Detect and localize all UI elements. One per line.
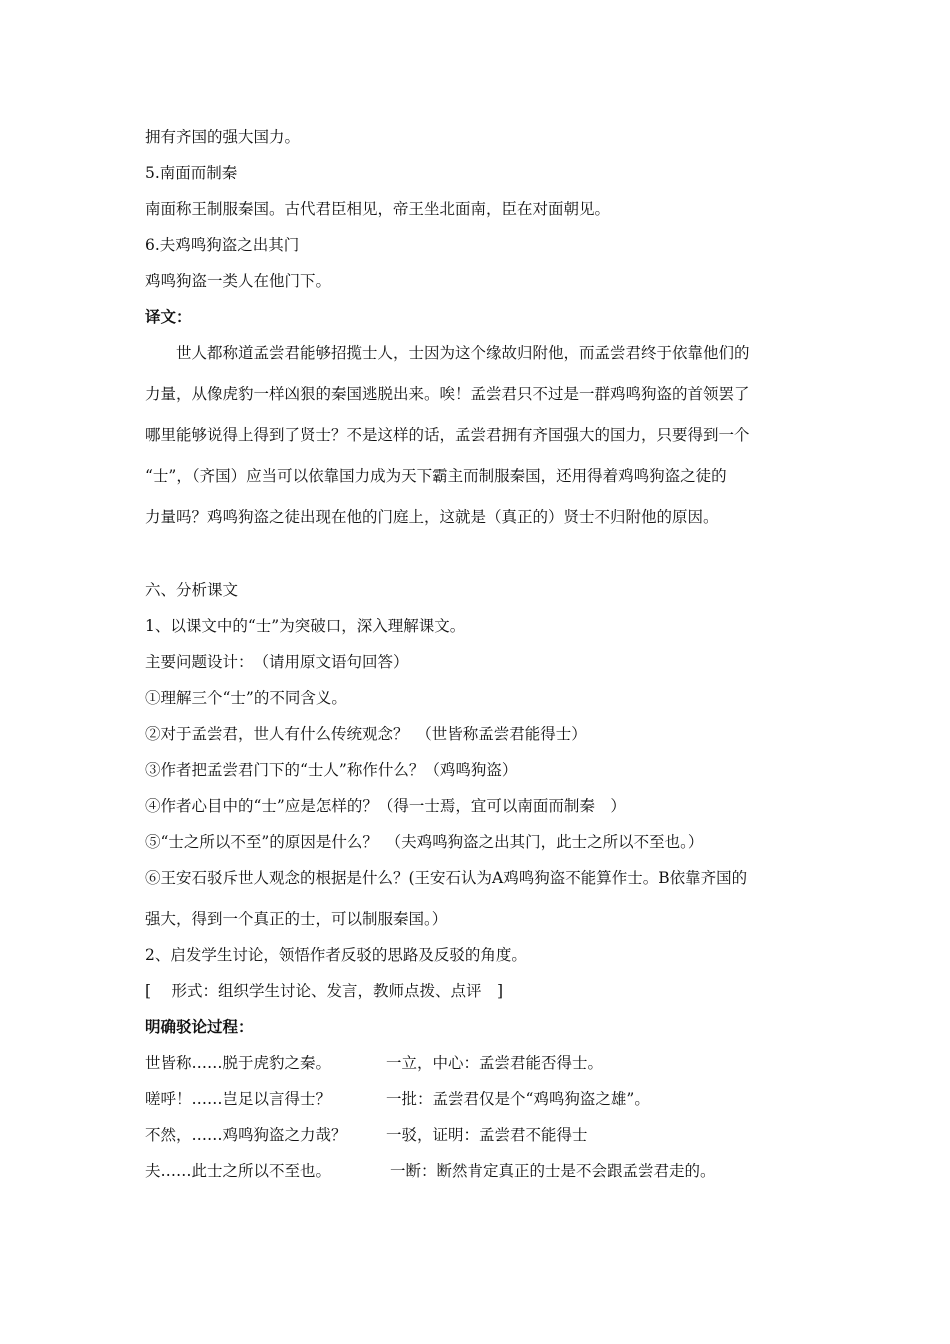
- section-heading-refutation: 明确驳论过程：: [145, 1017, 254, 1036]
- translation-line: 哪里能够说得上得到了贤士？不是这样的话，孟尝君拥有齐国强大的国力，只要得到一个: [145, 426, 750, 444]
- refutation-left: 不然，……鸡鸣狗盗之力哉？: [145, 1126, 347, 1144]
- text-line: 鸡鸣狗盗一类人在他门下。: [145, 272, 332, 290]
- text-line: 拥有齐国的强大国力。: [145, 128, 301, 146]
- text-line: 南面称王制服秦国。古代君臣相见，帝王坐北面南，臣在对面朝见。: [145, 200, 611, 218]
- question-item: ③作者把孟尝君门下的“士人”称作什么？（鸡鸣狗盗）: [145, 761, 518, 779]
- question-item: ④作者心目中的“士”应是怎样的？（得一士焉，宜可以南面而制秦 ）: [145, 797, 626, 815]
- text-line: 5.南面而制秦: [145, 164, 238, 182]
- refutation-right: 一断：断然肯定真正的士是不会跟孟尝君走的。: [390, 1162, 716, 1180]
- refutation-right: 一立，中心：孟尝君能否得士。: [386, 1054, 604, 1072]
- translation-line: 世人都称道孟尝君能够招揽士人，士因为这个缘故归附他，而孟尝君终于依靠他们的: [145, 344, 750, 362]
- translation-line: 力量，从像虎豹一样凶狠的秦国逃脱出来。唉！孟尝君只不过是一群鸡鸣狗盗的首领罢了: [145, 385, 750, 403]
- question-item: ⑥王安石驳斥世人观念的根据是什么？(王安石认为A鸡鸣狗盗不能算作士。B依靠齐国的: [145, 869, 748, 887]
- section-heading-analysis: 六、分析课文: [145, 581, 239, 599]
- question-item: ②对于孟尝君，世人有什么传统观念？ （世皆称孟尝君能得士）: [145, 725, 587, 743]
- text-line: 6.夫鸡鸣狗盗之出其门: [145, 236, 300, 254]
- section-heading-translation: 译文：: [145, 307, 192, 326]
- question-item: 强大，得到一个真正的士，可以制服秦国。）: [145, 910, 448, 928]
- text-line: 主要问题设计： （请用原文语句回答）: [145, 653, 409, 671]
- refutation-left: 世皆称……脱于虎豹之秦。: [145, 1054, 332, 1072]
- refutation-left: 嗟呼！……岂足以言得士？: [145, 1090, 332, 1108]
- question-item: ①理解三个“士”的不同含义。: [145, 689, 347, 707]
- question-item: ⑤“士之所以不至”的原因是什么？ （夫鸡鸣狗盗之出其门，此士之所以不至也。）: [145, 833, 704, 851]
- refutation-left: 夫……此士之所以不至也。: [145, 1162, 332, 1180]
- translation-line: 力量吗？鸡鸣狗盗之徒出现在他的门庭上，这就是（真正的）贤士不归附他的原因。: [145, 508, 719, 526]
- refutation-right: 一驳，证明：孟尝君不能得士: [386, 1126, 588, 1144]
- refutation-right: 一批：孟尝君仅是个“鸡鸣狗盗之雄”。: [386, 1090, 650, 1108]
- text-line: 2、启发学生讨论，领悟作者反驳的思路及反驳的角度。: [145, 946, 527, 964]
- text-line: 1、以课文中的“士”为突破口，深入理解课文。: [145, 617, 466, 635]
- text-line: [ 形式：组织学生讨论、发言，教师点拨、点评 ]: [145, 982, 504, 1000]
- translation-line: “士”，（齐国）应当可以依靠国力成为天下霸主而制服秦国，还用得着鸡鸣狗盗之徒的: [145, 467, 727, 485]
